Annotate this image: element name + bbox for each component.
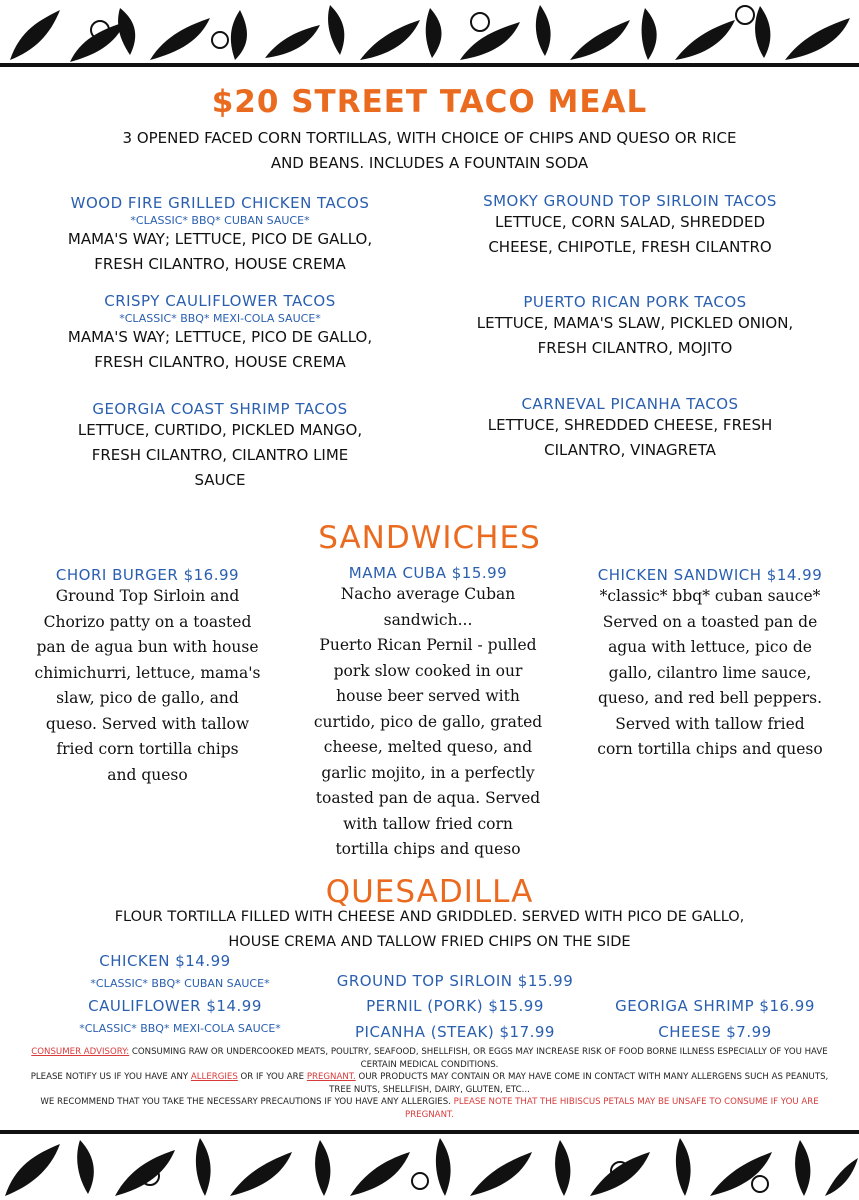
taco-item-shrimp: GEORGIA COAST SHRIMP TACOS LETTUCE, CURTIDO, PICKLED MANGO, FRESH CILANTRO, CILANTRO LIME SAUCE bbox=[20, 400, 420, 493]
sandwiches-title: SANDWICHES bbox=[318, 520, 541, 556]
taco-sauce: *CLASSIC* BBQ* CUBAN SAUCE* bbox=[130, 214, 310, 227]
sandwich-name: MAMA CUBA $15.99 bbox=[348, 564, 508, 582]
top-leaf-border bbox=[0, 0, 859, 76]
quesadilla-shrimp: GEORIGA SHRIMP $16.99 bbox=[615, 997, 815, 1015]
taco-item-sirloin: SMOKY GROUND TOP SIRLOIN TACOS LETTUCE, CORN SALAD, SHREDDED CHEESE, CHIPOTLE, FRESH CILANTRO bbox=[430, 192, 830, 260]
quesadilla-pernil: PERNIL (PORK) $15.99 bbox=[366, 997, 544, 1015]
taco-item-chicken: WOOD FIRE GRILLED CHICKEN TACOS *CLASSIC* BBQ* CUBAN SAUCE* MAMA'S WAY; LETTUCE, PICO DE GALLO, FRESH CILANTRO, HOUSE CREMA bbox=[20, 194, 420, 277]
sandwich-name: CHORI BURGER $16.99 bbox=[55, 566, 240, 584]
sandwich-mama-cuba: MAMA CUBA $15.99 Nacho average Cuban sandwich... Puerto Rican Pernil - pulled pork slow cooked in our house beer served with curtido, pico de gallo, grated cheese, melted queso, and garlic mojito, in a perfectly toasted pan de aqua. Served with tallow fried corn tortilla chips and queso bbox=[290, 564, 566, 863]
taco-sauce: *CLASSIC* BBQ* MEXI-COLA SAUCE* bbox=[119, 312, 321, 325]
quesadilla-title: QUESADILLA bbox=[325, 874, 534, 910]
taco-item-pork: PUERTO RICAN PORK TACOS LETTUCE, MAMA'S SLAW, PICKLED ONION, FRESH CILANTRO, MOJITO bbox=[430, 293, 840, 361]
quesadilla-chicken: CHICKEN $14.99 bbox=[99, 952, 231, 970]
quesadilla-desc: FLOUR TORTILLA FILLED WITH CHEESE AND GRIDDLED. SERVED WITH PICO DE GALLO, HOUSE CREMA AND TALLOW FRIED CHIPS ON THE SIDE bbox=[114, 909, 745, 950]
taco-item-cauliflower: CRISPY CAULIFLOWER TACOS *CLASSIC* BBQ* MEXI-COLA SAUCE* MAMA'S WAY; LETTUCE, PICO DE GALLO, FRESH CILANTRO, HOUSE CREMA bbox=[20, 292, 420, 375]
taco-name: GEORGIA COAST SHRIMP TACOS bbox=[92, 400, 348, 418]
quesadilla-cauliflower: CAULIFLOWER $14.99 bbox=[88, 997, 262, 1015]
taco-meal-title: $20 STREET TACO MEAL bbox=[211, 84, 648, 120]
taco-name: PUERTO RICAN PORK TACOS bbox=[523, 293, 747, 311]
sandwich-chicken: CHICKEN SANDWICH $14.99 *classic* bbq* cuban sauce* Served on a toasted pan de agua with lettuce, pico de gallo, cilantro lime sauce, queso, and red bell peppers. Served with tallow fried corn tortilla chips and queso bbox=[570, 566, 850, 763]
sandwich-name: CHICKEN SANDWICH $14.99 bbox=[597, 566, 823, 584]
taco-name: CARNEVAL PICANHA TACOS bbox=[521, 395, 739, 413]
taco-item-picanha: CARNEVAL PICANHA TACOS LETTUCE, SHREDDED CHEESE, FRESH CILANTRO, VINAGRETA bbox=[430, 395, 830, 463]
quesadilla-cauliflower-sauce: *CLASSIC* BBQ* MEXI-COLA SAUCE* bbox=[79, 1022, 281, 1035]
quesadilla-cheese: CHEESE $7.99 bbox=[658, 1023, 772, 1041]
bottom-leaf-border bbox=[0, 1126, 859, 1200]
taco-name: WOOD FIRE GRILLED CHICKEN TACOS bbox=[70, 194, 370, 212]
sandwich-chori-burger: CHORI BURGER $16.99 Ground Top Sirloin and Chorizo patty on a toasted pan de agua bun with house chimichurri, lettuce, mama's slaw, pico de gallo, and queso. Served with tallow fried corn tortilla chips and queso bbox=[10, 566, 285, 788]
quesadilla-chicken-sauce: *CLASSIC* BBQ* CUBAN SAUCE* bbox=[90, 977, 270, 990]
quesadilla-sirloin: GROUND TOP SIRLOIN $15.99 bbox=[336, 972, 574, 990]
taco-name: CRISPY CAULIFLOWER TACOS bbox=[104, 292, 336, 310]
taco-meal-desc: 3 OPENED FACED CORN TORTILLAS, WITH CHOICE OF CHIPS AND QUESO OR RICE AND BEANS. INCLUDES A FOUNTAIN SODA bbox=[122, 129, 737, 172]
taco-name: SMOKY GROUND TOP SIRLOIN TACOS bbox=[483, 192, 777, 210]
consumer-advisory: CONSUMER ADVISORY: CONSUMING RAW OR UNDERCOOKED MEATS, POULTRY, SEAFOOD, SHELLFISH, OR EGGS MAY INCREASE RISK OF FOOD BORNE ILLNESS ESPECIALLY OF YOU HAVE CERTAIN MEDICAL CONDITIONS. PLEASE NOTIFY US IF YOU HAVE ANY ALLERGIES OR IF YOU ARE PREGNANT. OUR PRODUCTS MAY CONTAIN OR MAY HAVE COME IN CONTACT WITH MANY ALLERGENS SUCH AS PEANUTS, TREE NUTS, SHELLFISH, DAIRY, GLUTEN, ETC... WE RECOMMEND THAT YOU TAKE THE NECESSARY PRECAUTIONS IF YOU HAVE ANY ALLERGIES. PLEASE NOTE THAT THE HIBISCUS PETALS MAY BE UNSAFE TO CONSUME IF YOU ARE PREGNANT. bbox=[30, 1047, 829, 1120]
quesadilla-picanha: PICANHA (STEAK) $17.99 bbox=[355, 1023, 555, 1041]
